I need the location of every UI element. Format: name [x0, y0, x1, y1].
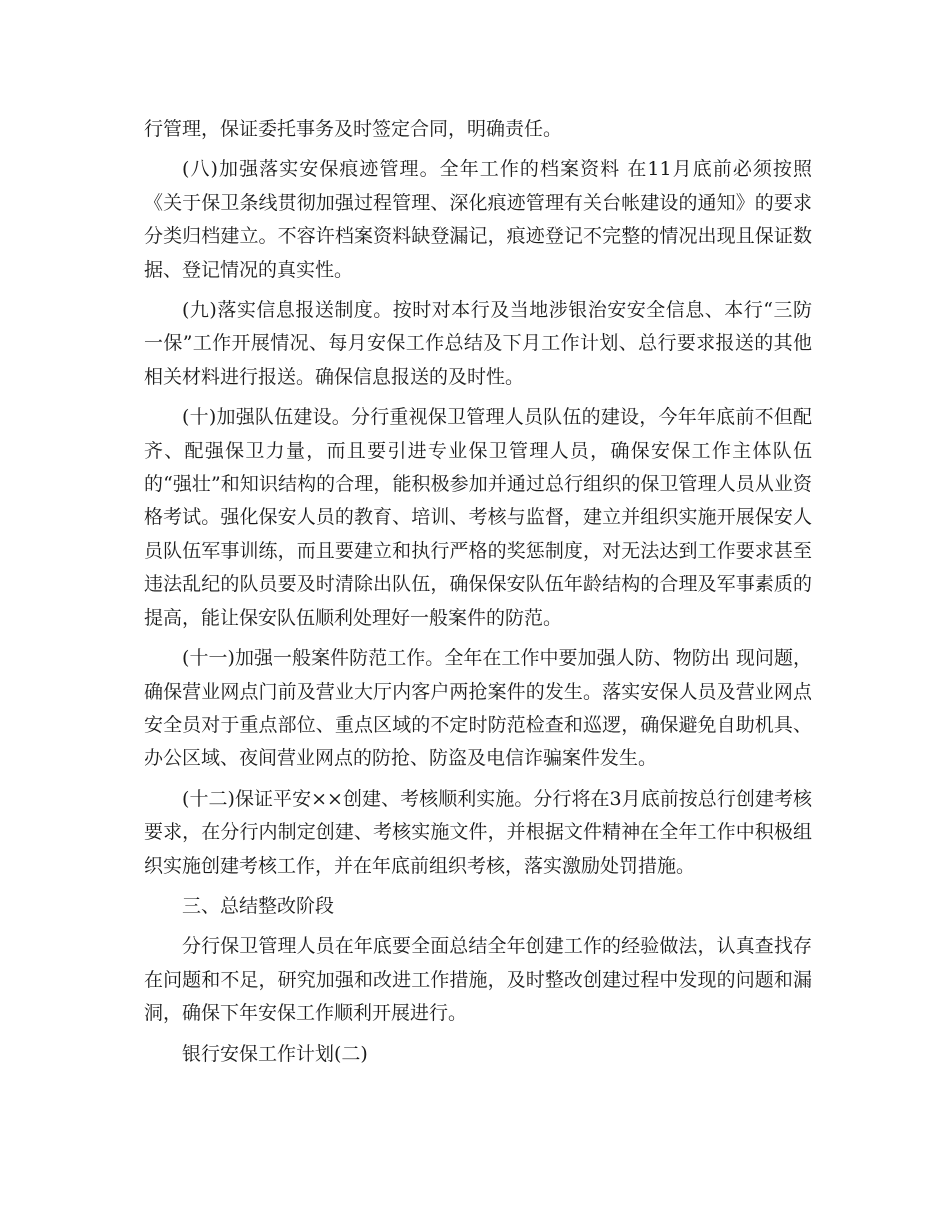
paragraph-continuation: 行管理，保证委托事务及时签定合同，明确责任。 [144, 118, 563, 140]
paragraph-summary: 分行保卫管理人员在年底要全面总结全年创建工作的经验做法，认真查找存在问题和不足，研究加强和改进工作措施，及时整改创建过程中发现的问题和漏洞，确保下年安保工作顺利开展进行。 [144, 935, 812, 1025]
document-body [144, 113, 812, 1078]
paragraph-item-8: (八)加强落实安保痕迹管理。全年工作的档案资料 在11月底前必须按照《关于保卫条线贯彻加强过程管理、深化痕迹管理有关台帐建设的通知》的要求分类归档建立。不容许档案资料缺登漏记，痕迹登记不完整的情况出现且保证数据、登记情况的真实性。 [144, 158, 812, 281]
paragraph-item-9: (九)落实信息报送制度。按时对本行及当地涉银治安安全信息、本行“三防一保”工作开展情况、每月安保工作总结及下月工作计划、总行要求报送的其他相关材料进行报送。确保信息报送的及时性。 [144, 299, 812, 388]
section-heading: 三、总结整改阶段 [182, 894, 335, 917]
document-subtitle: 银行安保工作计划(二) [182, 1042, 368, 1065]
paragraph-item-12: (十二)保证平安××创建、考核顺利实施。分行将在3月底前按总行创建考核要求，在分行内制定创建、考核实施文件，并根据文件精神在全年工作中积极组织实施创建考核工作，并在年底前组织考核，落实激励处罚措施。 [144, 787, 812, 877]
paragraph-item-11: (十一)加强一般案件防范工作。全年在工作中要加强人防、物防出 现问题，确保营业网点门前及营业大厅内客户两抢案件的发生。落实安保人员及营业网点安全员对于重点部位、重点区域的不定时防范检查和巡逻，确保避免自助机具、办公区域、夜间营业网点的防抢、防盗及电信诈骗案件发生。 [144, 647, 812, 770]
paragraph-item-10: (十)加强队伍建设。分行重视保卫管理人员队伍的建设，今年年底前不但配齐、配强保卫力量，而且要引进专业保卫管理人员，确保安保工作主体队伍的“强壮”和知识结构的合理，能积极参加并通过总行组织的保卫管理人员从业资格考试。强化保安人员的教育、培训、考核与监督，建立并组织实施开展保安人员队伍军事训练，而且要建立和执行严格的奖惩制度，对无法达到工作要求甚至违法乱纪的队员要及时清除出队伍，确保保安队伍年龄结构的合理及军事素质的提高，能让保安队伍顺利处理好一般案件的防范。 [144, 406, 812, 629]
